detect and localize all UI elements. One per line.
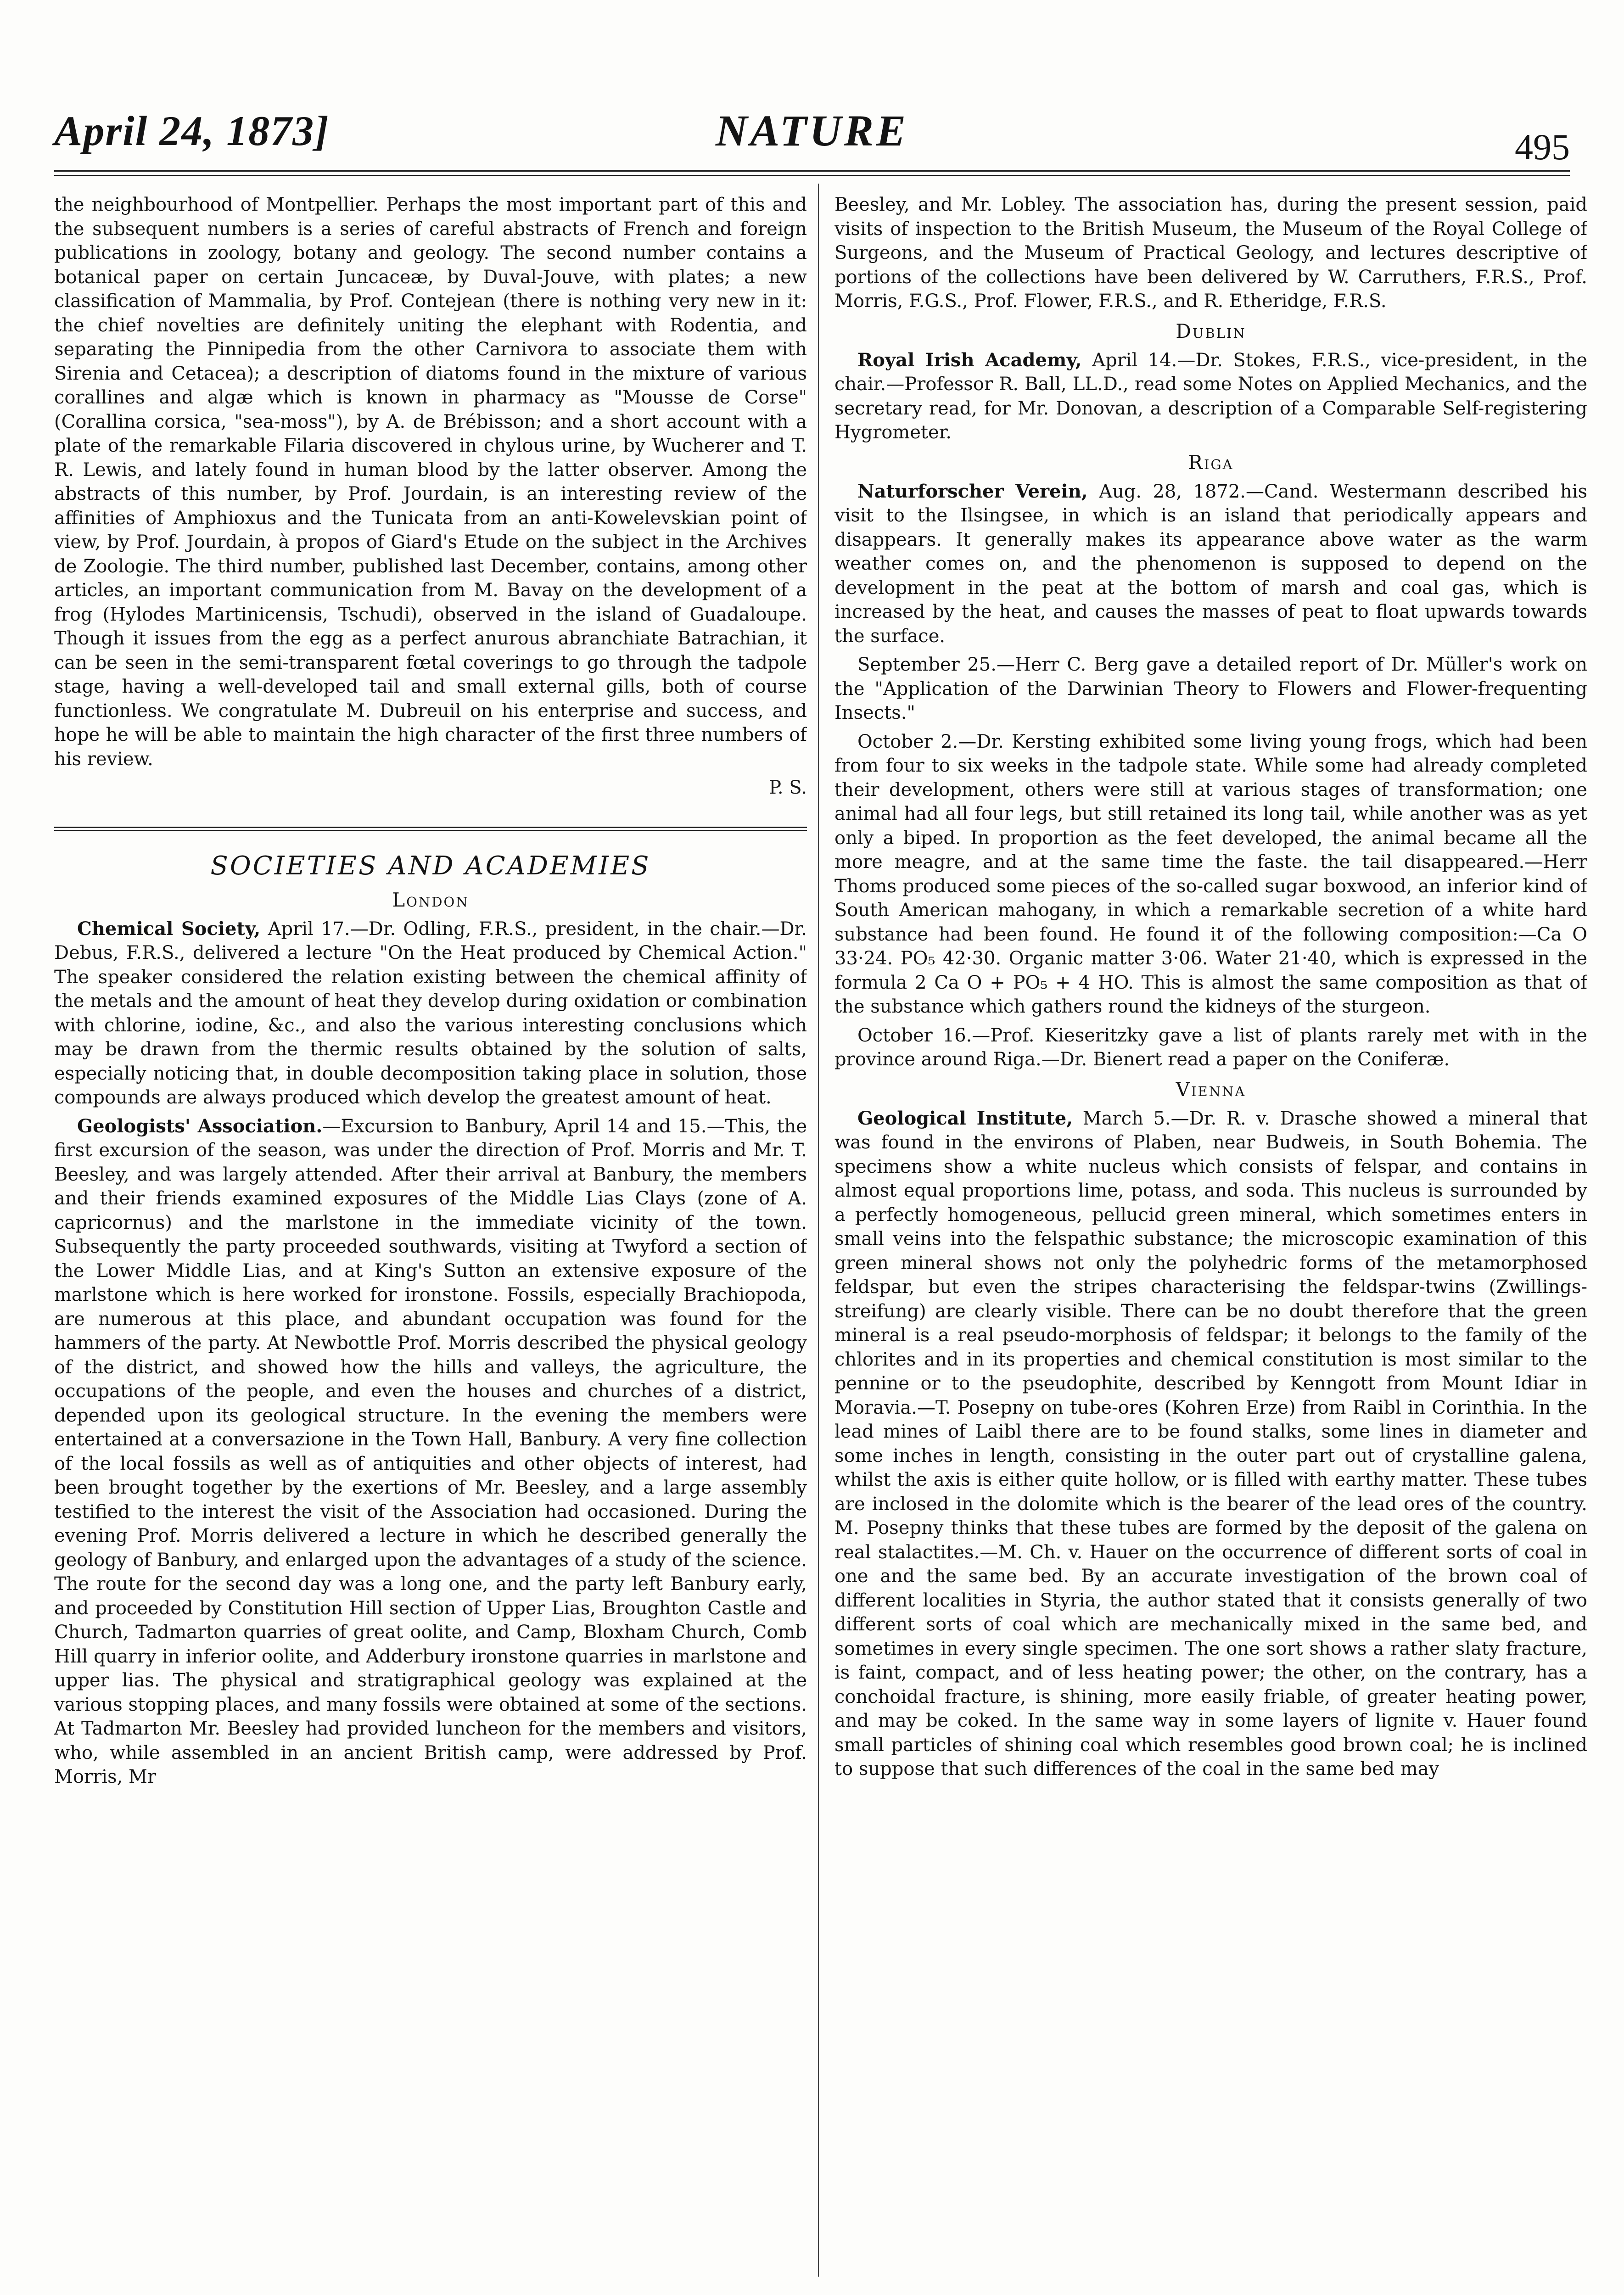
place-heading-vienna: Vienna [1176, 1078, 1246, 1101]
report-text: April 17.—Dr. Odling, F.R.S., president, in the chair.—Dr. Debus, F.R.S., delivered a lecture "On the Heat produced by Chemical Action." The speaker considered the relation existing between the chemical affinity of the metals and the amount of heat they develop during oxidation or combination with chlorine, iodine, &c., and also the various interesting conclusions which may be drawn from the thermic results obtained by the solution of salts, especially noticing that, in double decomposition taking place in solution, those compounds are always produced which develop the greatest amount of heat. [54, 918, 807, 1108]
place-heading-london: London [392, 888, 469, 911]
review-signature: P. S. [769, 777, 807, 798]
header-rule [54, 170, 1570, 172]
riga-october-2-report: October 2.—Dr. Kersting exhibited some living young frogs, which had been from four to six weeks in the tadpole state. While some had already completed their development, others were still at various stages of transformation; one animal had all four legs, but still retained its long tail, while another was as yet only a biped. In proportion as the feet developed, the animal became all the more meagre, and at the same time the faste. the tail disappeared.—Herr Thoms produced some pieces of the so-called sugar boxwood, an inferior kind of South American mahogany, in which a remarkable secretion of a white hard substance had been found. He found it of the following composition:—Ca O 33·24. PO₅ 42·30. Organic matter 3·06. Water 21·40, which is expressed in the formula 2 Ca O + PO₅ + 4 HO. This is almost the same composition as that of the substance which gathers round the kidneys of the sturgeon. [834, 731, 1587, 1017]
section-rule [54, 827, 807, 828]
column-divider [818, 184, 819, 2277]
review-paragraph: the neighbourhood of Montpellier. Perhaps the most important part of this and the subsequent numbers is a series of careful abstracts of French and foreign publications in zoology, botany and geology. The second number contains a botanical paper on certain Juncaceæ, by Duval-Jouve, with plates; a new classification of Mammalia, by Prof. Contejean (there is nothing very new in it: the chief novelties are definitely uniting the elephant with Rodentia, and separating the Pinnipedia from the other Carnivora to associate them with Sirenia and Cetacea); a description of diatoms found in the mixture of various corallines and algæ which is known in pharmacy as "Mousse de Corse" (Corallina corsica, "sea-moss"), by A. de Brébisson; and a short account with a plate of the remarkable Filaria discovered in chylous urine, by Wucherer and T. R. Lewis, and lately found in human blood by the latter observer. Among the abstracts of this number, by Prof. Jourdain, is an interesting review of the affinities of Amphioxus and the Tunicata from an anti-Kowelevskian point of view, by Prof. Jourdain, à propos of Giard's Etude on the subject in the Archives de Zoologie. The third number, published last December, contains, among other articles, an important communication from M. Bavay on the development of a frog (Hylodes Martinicensis, Tschudi), observed in the island of Guadaloupe. Though it issues from the egg as a perfect anurous abranchiate Batrachian, it can be seen in the semi-transparent fœtal coverings to go through the tadpole stage, having a well-developed tail and small external gills, both of course functionless. We congratulate M. Dubreuil on his enterprise and success, and hope he will be able to maintain the high character of the first three numbers of his review. [54, 194, 807, 770]
left-column [54, 193, 807, 2286]
journal-title: NATURE [715, 106, 909, 155]
place-heading-dublin: Dublin [1176, 319, 1246, 342]
society-name: Naturforscher Verein, [857, 480, 1088, 502]
section-title: SOCIETIES AND ACADEMIES [210, 851, 651, 881]
report-text: Aug. 28, 1872.—Cand. Westermann described his visit to the Ilsingsee, in which is an island that periodically appears and disappears. It generally makes its appearance above water as the warm weather comes on, and the phenomenon is supposed to depend on the development in the peat at the bottom of marsh and coal gas, which is increased by the heat, and causes the masses of peat to float upwards towards the surface. [834, 481, 1587, 647]
society-name: Royal Irish Academy, [857, 349, 1082, 371]
page-header [54, 103, 1570, 168]
report-text: —Excursion to Banbury, April 14 and 15.—This, the first excursion of the season, was under the direction of Prof. Morris and Mr. T. Beesley, and was largely attended. After their arrival at Banbury, the members and their friends examined exposures of the Middle Lias Clays (zone of A. capricornus) and the marlstone in the immediate vicinity of the town. Subsequently the party proceeded southwards, visiting at Twyford a section of the Lower Middle Lias, and at King's Sutton an extensive exposure of the marlstone which is here worked for ironstone. Fossils, especially Brachiopoda, are numerous at this place, and abundant occupation was found for the hammers of the party. At Newbottle Prof. Morris described the physical geology of the district, and showed how the hills and valleys, the agriculture, the occupations of the people, and even the houses and churches of a district, depended upon its geological structure. In the evening the members were entertained at a conversazione in the Town Hall, Banbury. A very fine collection of the local fossils as well as of antiquities and other objects of interest, had been brought together by the exertions of Mr. Beesley, and a large assembly testified to the interest the visit of the Association had occasioned. During the evening Prof. Morris delivered a lecture in which he described generally the geology of Banbury, and enlarged upon the advantages of a study of the science. The route for the second day was a long one, and the party left Banbury early, and proceeded by Constitution Hill section of Upper Lias, Broughton Castle and Church, Tadmarton quarries of great oolite, and Camp, Bloxham Church, Comb Hill quarry in inferior oolite, and Adderbury ironstone quarries in marlstone and upper lias. The physical and stratigraphical geology was explained at the various stopping places, and many fossils were obtained at some of the sections. At Tadmarton Mr. Beesley had provided luncheon for the members and visitors, who, while assembled in an ancient British camp, were addressed by Prof. Morris, Mr [54, 1115, 807, 1787]
geologists-association-report [54, 1114, 807, 1789]
place-heading-riga: Riga [1188, 451, 1234, 474]
society-name: Geological Institute, [857, 1107, 1073, 1129]
society-name: Chemical Society, [77, 918, 261, 940]
page-number: 495 [1515, 127, 1570, 168]
royal-irish-academy-report [834, 348, 1587, 445]
geological-institute-report [834, 1107, 1587, 1781]
riga-september-report: September 25.—Herr C. Berg gave a detailed report of Dr. Müller's work on the "Application of the Darwinian Theory to Flowers and Flower-frequenting Insects." [834, 654, 1587, 723]
report-text: April 14.—Dr. Stokes, F.R.S., vice-president, in the chair.—Professor R. Ball, LL.D., read some Notes on Applied Mechanics, and the secretary read, for Mr. Donovan, a description of a Comparable Self-registering Hygrometer. [834, 349, 1587, 443]
issue-date: April 24, 1873] [54, 107, 330, 154]
riga-october-16-report: October 16.—Prof. Kieseritzky gave a list of plants rarely met with in the province around Riga.—Dr. Bienert read a paper on the Coniferæ. [834, 1024, 1587, 1070]
report-text: March 5.—Dr. R. v. Drasche showed a mineral that was found in the environs of Plaben, near Budweis, in South Bohemia. The specimens show a white nucleus which consists of felspar, and contains in almost equal proportions lime, potass, and soda. This nucleus is surrounded by a perfectly homogeneous, pellucid green mineral, which sometimes enters in small veins into the felspathic substance; the microscopic examination of this green mineral shows not only the polyhedric forms of the metamorphosed feldspar, but even the stripes characterising the feldspar-twins (Zwillings-streifung) are clearly visible. There can be no doubt therefore that the green mineral is a real pseudo-morphosis of feldspar; it belongs to the family of the chlorites and in its properties and chemical constitution is most similar to the pennine or to the pseudophite, described by Kenngott from Mount Idiar in Moravia.—T. Posepny on tube-ores (Kohren Erze) from Raibl in Corinthia. In the lead mines of Laibl there are to be found stalks, some lines in diameter and some inches in length, consisting in the outer part out of crystalline galena, whilst the axis is either quite hollow, or is filled with earthy matter. These tubes are inclosed in the dolomite which is the bearer of the lead ores of the country. M. Posepny thinks that these tubes are formed by the deposit of the galena on real stalactites.—M. Ch. v. Hauer on the occurrence of different sorts of coal in one and the same bed. By an accurate investigation of the brown coal of different localities in Styria, the author stated that it consists generally of two different sorts of coal which are mechanically mixed in the same bed, and sometimes in every single specimen. The one sort shows a rather slaty fracture, is faint, compact, and of less heating power; the other, on the contrary, has a conchoidal fracture, is shining, more easily friable, of greater heating power, and may be coked. In the same way in some layers of lignite v. Hauer found small particles of shining coal which resembles good brown coal; he is inclined to suppose that such differences of the coal in the same bed may [834, 1108, 1587, 1780]
section-rule-thin [54, 830, 807, 831]
continued-paragraph: Beesley, and Mr. Lobley. The association has, during the present session, paid visits of inspection to the British Museum, the Museum of the Royal College of Surgeons, and the Museum of Practical Geology, and lectures descriptive of portions of the collections have been delivered by W. Carruthers, F.R.S., Prof. Morris, F.G.S., Prof. Flower, F.R.S., and R. Etheridge, F.R.S. [834, 194, 1587, 312]
naturforscher-verein-report [834, 480, 1587, 649]
chemical-society-report [54, 917, 807, 1110]
right-column [834, 193, 1587, 2286]
header-rule-thin [54, 175, 1570, 176]
society-name: Geologists' Association. [77, 1115, 323, 1137]
